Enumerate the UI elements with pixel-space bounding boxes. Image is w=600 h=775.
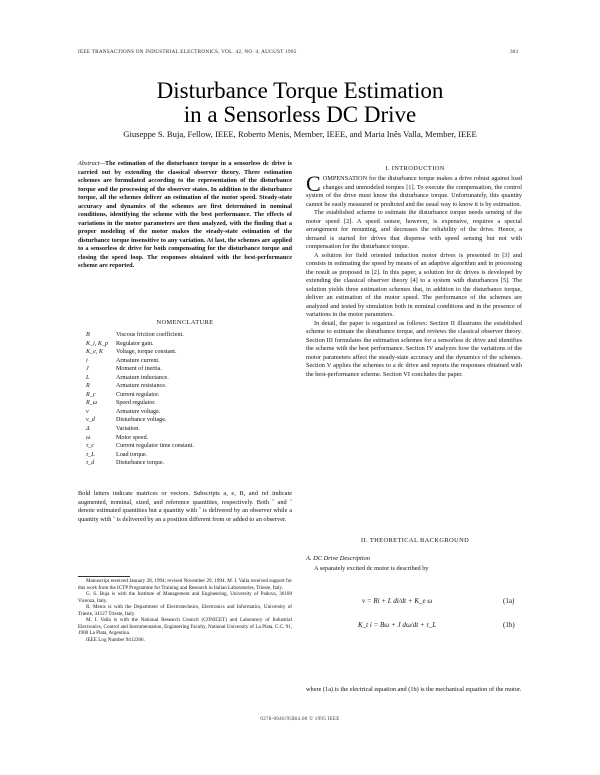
intro-paragraph: A solution for field oriented induction motor drives is presented in [3] and consists in estimating the speed by means of an adaptive algorithm and in processing the result as proposed in [2]. In this paper, a solution for dc drives is developed by extending the classical observer theory [4] to a system with disturbances [5]. The solution yields three estimation schemes that, in addition to the disturbance torque, deliver an estimation of the motor speed. The performance of the schemes are analyzed and tested by simulation both in nominal conditions and in the presence of variations in the motor parameters.: [306, 251, 522, 318]
nomenclature-symbol: τ_L: [86, 451, 95, 458]
nomenclature-description: Load torque.: [116, 451, 148, 458]
paper-title-line-2: in a Sensorless DC Drive: [183, 102, 417, 127]
nomenclature-row: [86, 348, 292, 357]
copyright-footer: 0278-0046/95$04.00 © 1995 IEEE: [260, 717, 340, 722]
drop-cap: C: [306, 171, 321, 196]
nomenclature-symbol: R_c: [86, 391, 96, 398]
nomenclature-symbol: K_e, K: [86, 349, 103, 356]
intro-paragraph: In detail, the paper is organized as follows: Section II illustrates the established scheme to estimate the disturbance torque, and reviews the classical observer theory. Section III formulates the estimation schemes for a sensorless dc drive and identifies the scheme with the best performance. Section IV analyzes how the variations of the motor parameters affect the steady-state accuracy and the dynamics of the schemes. Section V applies the schemes to a dc drive and reports the responses obtained with the best-performance scheme. Section VI concludes the paper.: [306, 319, 522, 378]
equation-1a: v = Ri + L di/dt + K_e ω: [362, 597, 433, 605]
nomenclature-row: [86, 382, 292, 391]
nomenclature-symbol: τ_d: [86, 460, 95, 467]
intro-paragraph: COMPENSATION for the disturbance torque makes a drive robust against load changes and unmodeled torques [1]. To execute the compensation, the control system of the drive must know the disturbance torque. Unfortunately, this quantity cannot be easily measured or predicted and the usual way to know it is by estimation.: [306, 171, 522, 208]
nomenclature-description: Variation.: [116, 426, 140, 433]
nomenclature-description: Armature resistance.: [116, 383, 167, 390]
nomenclature-row: [86, 434, 292, 443]
nomenclature-description: Viscous friction coefficient.: [116, 332, 184, 338]
nomenclature-row: [86, 331, 292, 340]
equation-1b: K_t i = Bω + J dω/dt + τ_L: [358, 621, 437, 629]
author-list: Giuseppe S. Buja, Fellow, IEEE, Roberto Menis, Member, IEEE, and Maria Inês Valla, Member, IEEE: [123, 129, 477, 139]
nomenclature-row: [86, 391, 292, 400]
nomenclature-symbol: K_i, K_p: [86, 340, 109, 347]
subsection-heading: A. DC Drive Description: [306, 555, 370, 562]
nomenclature-description: Current regulator time constant.: [116, 443, 194, 450]
nomenclature-description: Armature inductance.: [116, 374, 169, 381]
footnote: M. I. Valla is with the National Research Council (CONICET) and Laboratory of Industrial Electronics, Control and Instrumentation, Engineering Faculty, National University of La Plata, C.C. 91, 1900 La Plata, Argentina.: [78, 617, 292, 637]
nomenclature-description: Current regulator.: [116, 391, 160, 398]
nomenclature-description: Disturbance voltage.: [116, 417, 167, 424]
nomenclature-description: Disturbance torque.: [116, 460, 165, 467]
abstract-body: The estimation of the disturbance torque in a sensorless dc drive is carried out by extending the classical observer theory. Three estimation schemes are formulated according to the representation of the disturbance torque and the processing of the observer states. In addition to the disturbance torque, all the schemes deliver an estimation of the motor speed. Steady-state accuracy and dynamics of the schemes are first determined in nominal conditions, identifying the scheme with the best performance. The effects of variations in the motor parameters are then analyzed, with the finding that a proper modeling of the motor makes the steady-state estimation of the disturbance torque insensitive to any variation. At last, the schemes are applied to a sensorless dc drive for both compensating for the disturbance torque and closing the speed loop. The responses obtained with the best-performance scheme are reported.: [78, 160, 292, 269]
equation-1b-number: (1b): [503, 621, 515, 629]
footnotes: [78, 578, 292, 643]
nomenclature-heading: NOMENCLATURE: [156, 319, 214, 326]
nomenclature-list: [86, 331, 292, 468]
subsection-text: A separately excited dc motor is described by: [314, 565, 429, 572]
nomenclature-row: [86, 442, 292, 451]
nomenclature-row: [86, 459, 292, 468]
footnote: R. Menis is with the Department of Electrotechnics, Electronics and Informatics, University of Trieste, 34127 Trieste, Italy.: [78, 604, 292, 617]
section-heading-introduction: I. INTRODUCTION: [385, 165, 445, 172]
nomenclature-symbol: i: [86, 357, 88, 364]
nomenclature-description: Armature voltage.: [116, 408, 161, 415]
nomenclature-description: Regulator gain.: [116, 340, 154, 347]
nomenclature-description: Voltage, torque constant.: [116, 349, 177, 356]
nomenclature-description: Moment of inertia.: [116, 366, 162, 373]
nomenclature-symbol: v: [86, 408, 89, 415]
footnote-rule: [78, 576, 130, 577]
nomenclature-row: [86, 416, 292, 425]
footnote: IEEE Log Number 9412366.: [86, 636, 145, 643]
nomenclature-row: [86, 357, 292, 366]
running-header: IEEE TRANSACTIONS ON INDUSTRIAL ELECTRONICS, VOL. 42, NO. 4, AUGUST 1995: [78, 49, 297, 55]
nomenclature-row: [86, 425, 292, 434]
nomenclature-description: Speed regulator.: [116, 400, 156, 407]
nomenclature-description: Motor speed.: [116, 434, 149, 441]
nomenclature-symbol: B: [86, 332, 90, 338]
nomenclature-row: [86, 408, 292, 417]
introduction-body: [306, 171, 522, 379]
footnote: G. S. Buja is with the Institute of Management and Engineering, University of Padova, 36100 Vicenza, Italy.: [78, 591, 292, 604]
nomenclature-symbol: R_ω: [86, 400, 98, 407]
abstract-lead: Abstract—: [78, 160, 105, 167]
nomenclature-row: [86, 399, 292, 408]
nomenclature-note: Bold letters indicate matrices or vectors. Subscripts a, e, B, and ref indicate augmented, nominal, sized, and reference quantities, respectively. Both ˆ and ˜ denote estimated quantities but a quantity with ˆ is delivered by an observer while a quantity with ˜ is delivered by an a position different from or added to an observer.: [78, 490, 292, 523]
nomenclature-row: [86, 340, 292, 349]
nomenclature-symbol: τ_c: [86, 443, 94, 450]
nomenclature-row: [86, 365, 292, 374]
nomenclature-symbol: Δ: [86, 426, 90, 433]
nomenclature-symbol: ω: [86, 434, 91, 441]
nomenclature-row: [86, 451, 292, 460]
section-heading-background: II. THEORETICAL BACKGROUND: [360, 537, 470, 544]
nomenclature-row: [86, 374, 292, 383]
nomenclature-symbol: J: [86, 366, 89, 373]
page-number: 381: [510, 49, 519, 55]
footnote: Manuscript received January 28, 1994; revised November 29, 1994. M. I. Valla received support for this work from the ICTP Programme for Training and Research in Italian Laboratories, Trieste, Italy.: [78, 578, 292, 591]
equation-explanation: where (1a) is the electrical equation and (1b) is the mechanical equation of the motor.: [306, 686, 522, 693]
abstract: [78, 160, 292, 271]
nomenclature-symbol: R: [86, 383, 90, 390]
nomenclature-symbol: v_d: [86, 417, 95, 424]
equation-1a-number: (1a): [503, 597, 515, 605]
nomenclature-description: Armature current.: [116, 357, 160, 364]
nomenclature-symbol: L: [86, 374, 90, 381]
intro-paragraph: The established scheme to estimate the disturbance torque needs sensing of the motor speed [2]. A speed sensor, however, is expensive, requires a special arrangement for mounting, and decreases the reliability of the drive. Hence, a demand is started for drives that dispense with speed sensing but not with compensation for the disturbance torque.: [306, 209, 522, 250]
paper-title-line-1: Disturbance Torque Estimation: [156, 78, 444, 103]
